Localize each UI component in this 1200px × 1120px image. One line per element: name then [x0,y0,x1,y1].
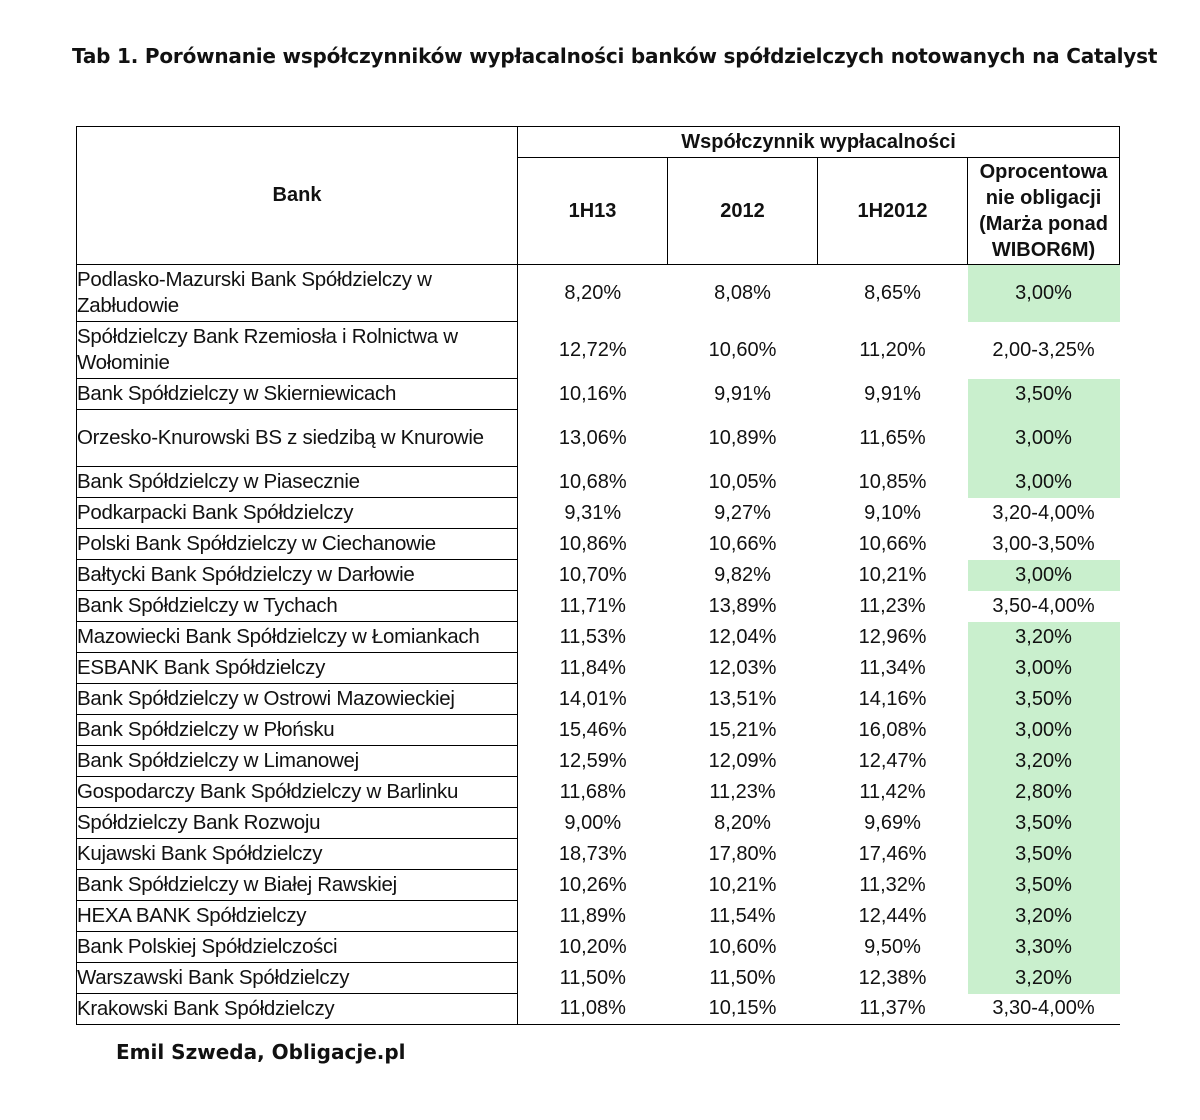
solvency-2012-cell: 8,20% [714,811,771,834]
solvency-1h2012-cell: 10,21% [858,563,927,586]
table-row [77,467,1120,498]
bank-name-cell: Bank Spółdzielczy w Białej Rawskiej [77,870,518,901]
rate-header-line-1: Oprocentowa [979,161,1108,183]
bond-rate-cell: 3,20% [968,901,1120,932]
bond-rate-cell: 3,20-4,00% [992,501,1095,524]
solvency-1h13-cell: 11,50% [559,966,626,989]
bank-name-cell: Bank Spółdzielczy w Ostrowi Mazowieckiej [77,684,518,715]
solvency-1h2012-cell: 9,69% [864,811,921,834]
table-row [77,684,1120,715]
solvency-2012-cell: 10,21% [708,873,777,896]
table-row [77,746,1120,777]
solvency-2012-cell: 13,51% [708,687,777,710]
bank-name-cell: Bałtycki Bank Spółdzielczy w Darłowie [77,560,518,591]
bank-name-cell: Bank Spółdzielczy w Tychach [77,591,518,622]
bank-name-cell: HEXA BANK Spółdzielczy [77,901,518,932]
solvency-1h2012-cell: 11,65% [859,426,926,449]
solvency-1h13-cell: 9,31% [564,501,622,524]
bank-name-cell: Warszawski Bank Spółdzielczy [77,963,518,994]
rate-header-line-3: (Marża ponad [979,213,1108,235]
solvency-1h2012-cell: 17,46% [858,842,927,865]
solvency-1h13-cell: 12,59% [558,749,627,772]
solvency-1h13-cell: 11,68% [559,780,626,803]
bank-name-cell: Podkarpacki Bank Spółdzielczy [77,498,518,529]
bond-rate-cell: 3,30-4,00% [968,994,1120,1025]
solvency-1h2012-cell: 9,50% [864,935,921,958]
table-row [77,870,1120,901]
bond-rate-cell: 3,50% [968,870,1120,901]
solvency-2012-cell: 11,23% [709,780,776,803]
solvency-1h2012-cell: 11,23% [859,594,926,617]
solvency-1h13-cell: 13,06% [558,426,627,449]
solvency-1h2012-cell: 11,32% [859,873,926,896]
table-row [77,963,1120,994]
bank-name-cell: Spółdzielczy Bank Rzemiosła i Rolnictwa w Wołominie [77,322,518,379]
column-header-2012: 2012 [668,158,818,265]
solvency-2012-cell: 11,54% [709,904,776,927]
bond-rate-cell: 3,20% [968,746,1120,777]
solvency-1h13-cell: 10,26% [558,873,627,896]
table-row [77,932,1120,963]
column-header-1h2012: 1H2012 [818,158,968,265]
table-row [77,498,1120,529]
bank-name-cell: Spółdzielczy Bank Rozwoju [77,808,518,839]
solvency-1h2012-cell: 11,20% [859,338,926,361]
bond-rate-cell: 3,20% [968,622,1120,653]
table-row [77,322,1120,379]
table-row [77,839,1120,870]
table-row [77,591,1120,622]
bond-rate-cell: 3,00% [968,467,1120,498]
solvency-1h2012-cell: 9,10% [864,501,921,524]
bank-name-cell: Bank Spółdzielczy w Skierniewicach [77,379,518,410]
table-row [77,901,1120,932]
bank-name-cell: Bank Polskiej Spółdzielczości [77,932,518,963]
bank-name-cell: ESBANK Bank Spółdzielczy [77,653,518,684]
bond-rate-cell: 2,80% [968,777,1120,808]
solvency-1h2012-cell: 12,38% [858,966,927,989]
table-row [77,653,1120,684]
table-row [77,529,1120,560]
solvency-table [76,126,1120,1025]
bank-column-header: Bank [77,127,518,265]
table-row [77,265,1120,322]
solvency-2012-cell: 9,91% [714,382,771,405]
table-row [77,379,1120,410]
solvency-1h2012-cell: 12,44% [858,904,927,927]
solvency-2012-cell: 8,08% [714,281,771,304]
bank-name-cell: Bank Spółdzielczy w Piasecznie [77,467,518,498]
column-header-1h13: 1H13 [518,158,668,265]
solvency-2012-cell: 11,50% [709,966,776,989]
solvency-2012-cell: 13,89% [708,594,777,617]
solvency-1h13-cell: 10,16% [558,382,627,405]
solvency-1h2012-cell: 12,96% [858,625,927,648]
solvency-2012-cell: 9,82% [714,563,771,586]
solvency-2012-cell: 10,89% [708,426,777,449]
bond-rate-cell: 3,50% [968,808,1120,839]
table-row [77,715,1120,746]
solvency-1h2012-cell: 8,65% [864,281,921,304]
solvency-2012-cell: 10,60% [708,338,777,361]
bond-rate-cell: 3,30% [968,932,1120,963]
bond-rate-cell: 3,50% [968,684,1120,715]
solvency-1h13-cell: 10,86% [558,532,627,555]
table-header [77,127,1120,265]
solvency-1h2012-cell: 9,91% [864,382,921,405]
bond-rate-cell: 3,50% [968,839,1120,870]
solvency-1h2012-cell: 10,66% [858,532,927,555]
solvency-1h13-cell: 10,68% [558,470,627,493]
rate-header-line-4: WIBOR6M) [991,239,1096,261]
solvency-1h13-cell: 14,01% [558,687,627,710]
bank-name-cell: Orzesko-Knurowski BS z siedzibą w Knurowie [77,410,518,467]
bank-name-cell: Polski Bank Spółdzielczy w Ciechanowie [77,529,518,560]
bond-rate-cell: 3,00% [968,410,1120,467]
solvency-1h13-cell: 11,08% [518,994,668,1025]
solvency-1h2012-cell: 10,85% [858,470,927,493]
column-header-bond-rate [968,158,1120,265]
solvency-2012-cell: 15,21% [708,718,777,741]
solvency-1h13-cell: 10,20% [558,935,627,958]
bank-name-cell: Gospodarczy Bank Spółdzielczy w Barlinku [77,777,518,808]
solvency-1h13-cell: 10,70% [558,563,627,586]
bond-rate-cell: 3,50-4,00% [992,594,1095,617]
solvency-1h13-cell: 11,71% [559,594,626,617]
bond-rate-cell: 3,00% [968,560,1120,591]
table-row [77,622,1120,653]
bond-rate-cell: 3,00% [968,715,1120,746]
solvency-1h13-cell: 12,72% [558,338,627,361]
table-row [77,560,1120,591]
solvency-2012-cell: 12,04% [708,625,777,648]
bond-rate-cell: 2,00-3,25% [992,338,1095,361]
bank-name-cell: Krakowski Bank Spółdzielczy [77,994,518,1025]
solvency-2012-cell: 10,05% [708,470,777,493]
solvency-2012-cell: 9,27% [714,501,771,524]
table-row [77,777,1120,808]
solvency-2012-cell: 17,80% [708,842,777,865]
solvency-1h13-cell: 11,84% [559,656,626,679]
solvency-1h2012-cell: 14,16% [858,687,927,710]
bond-rate-cell: 3,20% [968,963,1120,994]
bond-rate-cell: 3,00-3,50% [992,532,1095,555]
solvency-1h2012-cell: 11,34% [859,656,926,679]
bond-rate-cell: 3,50% [968,379,1120,410]
bank-name-cell: Bank Spółdzielczy w Płońsku [77,715,518,746]
solvency-1h13-cell: 11,53% [559,625,626,648]
solvency-2012-cell: 12,09% [708,749,777,772]
bank-name-cell: Kujawski Bank Spółdzielczy [77,839,518,870]
author-credit: Emil Szweda, Obligacje.pl [116,1040,406,1064]
solvency-group-header: Współczynnik wypłacalności [518,127,1120,158]
solvency-1h13-cell: 8,20% [564,281,622,304]
solvency-1h2012-cell: 11,37% [818,994,968,1025]
solvency-2012-cell: 10,15% [668,994,818,1025]
table-row [77,808,1120,839]
solvency-1h13-cell: 15,46% [558,718,627,741]
solvency-1h13-cell: 18,73% [558,842,627,865]
solvency-2012-cell: 10,66% [708,532,777,555]
solvency-1h13-cell: 11,89% [559,904,626,927]
solvency-1h2012-cell: 12,47% [858,749,927,772]
rate-header-line-2: nie obligacji [985,187,1102,209]
table-row [77,994,1120,1025]
solvency-2012-cell: 10,60% [708,935,777,958]
table-body [77,265,1120,1025]
solvency-2012-cell: 12,03% [708,656,777,679]
bank-name-cell: Podlasko-Mazurski Bank Spółdzielczy w Zabłudowie [77,265,518,322]
solvency-1h2012-cell: 11,42% [859,780,926,803]
bank-name-cell: Bank Spółdzielczy w Limanowej [77,746,518,777]
solvency-1h2012-cell: 16,08% [858,718,927,741]
bond-rate-cell: 3,00% [968,653,1120,684]
solvency-1h13-cell: 9,00% [564,811,622,834]
bank-name-cell: Mazowiecki Bank Spółdzielczy w Łomiankach [77,622,518,653]
page-title: Tab 1. Porównanie współczynników wypłacalności banków spółdzielczych notowanych na Catalyst [72,44,1158,68]
table-row [77,410,1120,467]
bond-rate-cell: 3,00% [968,265,1120,322]
